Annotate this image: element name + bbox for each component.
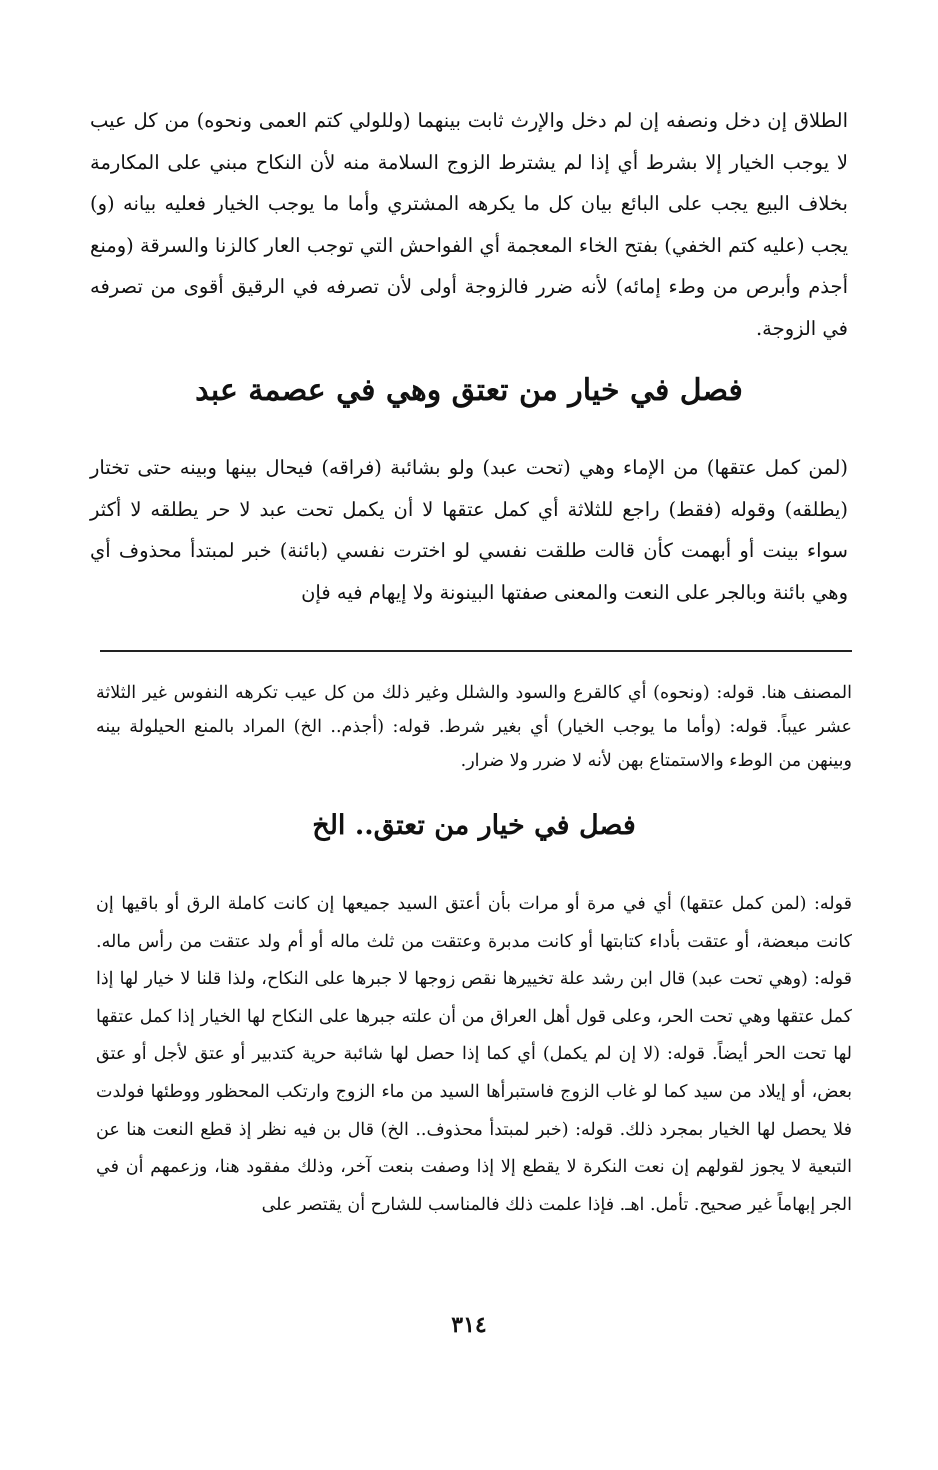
footnote-divider xyxy=(100,650,852,652)
commentary-paragraph-1: المصنف هنا. قوله: (ونحوه) أي كالقرع والسود والشلل وغير ذلك من كل عيب تكرهه النفوس غير الثلاثة عشر عيباً. قوله: (وأما ما يوجب الخيار) أي بغير شرط. قوله: (أجذم.. الخ) المراد بالمنع الحيلولة بينه وبينهن من الوطء والاستمتاع بهن لأنه لا ضرر ولا ضرار. xyxy=(96,683,852,771)
main-paragraph-2: (لمن كمل عتقها) من الإماء وهي (تحت عبد) ولو بشائبة (فراقه) فيحال بينها وبينه حتى تختار (يطلقه) وقوله (فقط) راجع للثلاثة أي كمل عتقها لا أن يكمل تحت عبد لا حر يطلقه لا أكثر سواء بينت أو أبهمت كأن قالت طلقت نفسي لو اخترت نفسي (بائنة) خبر لمبتدأ محذوف أي وهي بائنة وبالجر على النعت والمعنى صفتها البينونة ولا إيهام فيه فإن xyxy=(90,456,848,604)
commentary-paragraph-2: قوله: (لمن كمل عتقها) أي في مرة أو مرات بأن أعتق السيد جميعها إن كانت كاملة الرق أو باقيها إن كانت مبعضة، أو عتقت بأداء كتابتها أو كانت مدبرة وعتقت من ثلث ماله أو أم ولد عتقت من رأس ماله. قوله: (وهي تحت عبد) قال ابن رشد علة تخييرها نقص زوجها لا جبرها على النكاح، ولذا قلنا لا خيار لها إذا كمل عتقها وهي تحت الحر، وعلى قول أهل العراق من أن علته جبرها على النكاح لها الخيار إذا كمل عتقها لها تحت الحر أيضاً. قوله: (لا إن لم يكمل) أي كما إذا حصل لها شائبة حرية كتدبير أو عتق لأجل أو عتق بعض، أو إيلاد من سيد كما لو غاب الزوج فاستبرأها السيد من ماء الزوج وارتكب المحظور ووطئها فولدت فلا يحصل لها الخيار بمجرد ذلك. قوله: (خبر لمبتدأ محذوف.. الخ) قال بن فيه نظر إذ قطع النعت هنا عن التبعية لا يجوز لقولهم إن نعت النكرة لا يقطع إلا إذا وصفت بنعت آخر، وذلك مفقود هنا، وزعمهم أن في الجر إبهاماً غير صحيح. تأمل. اهـ. فإذا علمت ذلك فالمناسب للشارح أن يقتصر على xyxy=(96,894,852,1215)
main-text xyxy=(90,100,848,613)
page-number: ٣١٤ xyxy=(451,1312,487,1338)
main-paragraph-1: الطلاق إن دخل ونصفه إن لم دخل والإرث ثابت بينهما (وللولي كتم العمى ونحوه) من كل عيب لا يوجب الخيار إلا بشرط أي إذا لم يشترط الزوج السلامة منه لأن النكاح مبني على المكارمة بخلاف البيع يجب على البائع بيان كل ما يكرهه المشتري وأما ما يوجب الخيار فعليه بيانه (و) يجب (عليه كتم الخفي) بفتح الخاء المعجمة أي الفواحش التي توجب العار كالزنا والسرقة (ومنع أجذم وأبرص من وطء إمائه) لأنه ضرر فالزوجة أولى لأن تصرفه في الرقيق أقوى من تصرفه في الزوجة. xyxy=(90,109,848,340)
commentary-body xyxy=(96,886,852,1224)
main-body xyxy=(90,100,848,613)
commentary-section-title: فصل في خيار من تعتق.. الخ xyxy=(312,810,636,841)
section-title: فصل في خيار من تعتق وهي في عصمة عبد xyxy=(195,373,743,408)
commentary-block xyxy=(96,676,852,1224)
